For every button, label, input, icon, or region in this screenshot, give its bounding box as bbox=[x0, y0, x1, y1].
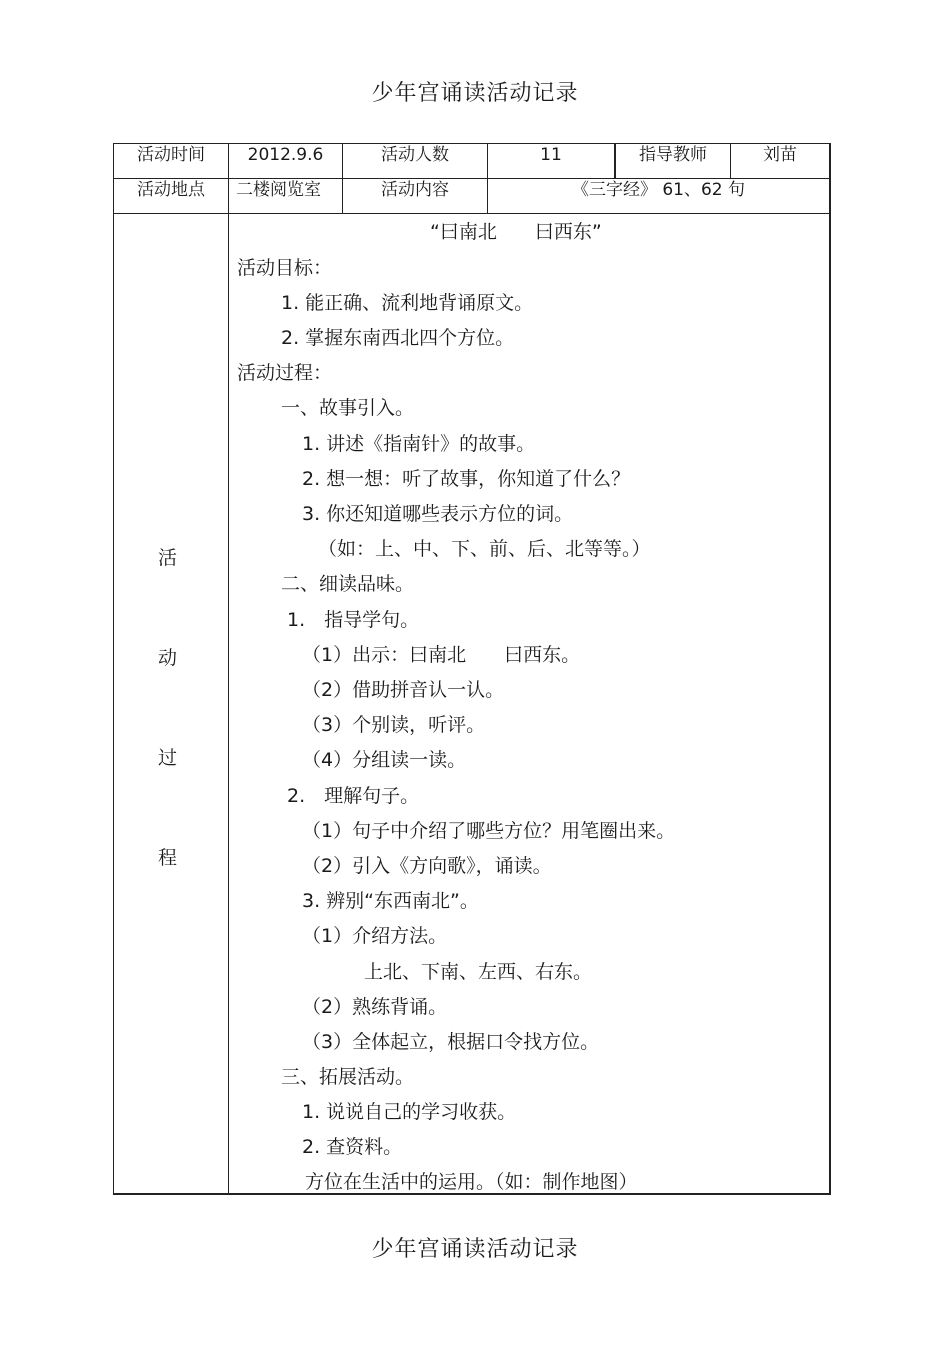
place-label: 活动地点 bbox=[137, 180, 205, 200]
section-heading: 活动过程： bbox=[237, 362, 333, 384]
teacher-label: 指导教师 bbox=[639, 145, 707, 165]
page-title: 少年宫诵读活动记录 bbox=[371, 81, 579, 106]
text-line: （3）全体起立，根据口令找方位。 bbox=[302, 1031, 600, 1053]
text-line: 二、细读品味。 bbox=[281, 573, 415, 595]
text-line: （1）介绍方法。 bbox=[302, 925, 448, 947]
text-line: 1. 能正确、流利地背诵原文。 bbox=[281, 292, 534, 314]
time-value: 2012.9.6 bbox=[247, 145, 324, 165]
text-line: 1. 指导学句。 bbox=[287, 609, 420, 631]
text-line: 方位在生活中的运用。（如：制作地图） bbox=[305, 1171, 638, 1193]
side-label-char: 过 bbox=[158, 747, 178, 769]
side-label-char: 程 bbox=[158, 847, 178, 869]
text-line: 2. 理解句子。 bbox=[287, 785, 420, 807]
text-line: 3. 辨别“东西南北”。 bbox=[302, 890, 479, 912]
text-line: 上北、下南、左西、右东。 bbox=[364, 961, 593, 983]
text-line: 3. 你还知道哪些表示方位的词。 bbox=[302, 503, 574, 525]
text-line: （1）句子中介绍了哪些方位？用笔圈出来。 bbox=[302, 820, 676, 842]
place-value: 二楼阅览室 bbox=[236, 180, 321, 200]
text-line: 一、故事引入。 bbox=[281, 397, 415, 419]
content-value: 《三字经》 61、62 句 bbox=[571, 180, 746, 200]
count-value: 11 bbox=[540, 145, 562, 165]
text-line: （4）分组读一读。 bbox=[302, 749, 467, 771]
text-line: 2. 查资料。 bbox=[302, 1136, 403, 1158]
text-line: （1）出示：曰南北 曰西东。 bbox=[302, 644, 581, 666]
count-label: 活动人数 bbox=[381, 145, 449, 165]
section-heading: 活动目标： bbox=[237, 257, 333, 279]
content-label: 活动内容 bbox=[381, 180, 449, 200]
process-heading: “曰南北 曰西东” bbox=[430, 221, 602, 243]
text-line: （3）个别读，听评。 bbox=[302, 714, 486, 736]
time-label: 活动时间 bbox=[137, 145, 205, 165]
side-label-char: 动 bbox=[158, 647, 178, 669]
text-line: （2）熟练背诵。 bbox=[302, 996, 448, 1018]
side-label-char: 活 bbox=[158, 547, 178, 569]
text-line: （2）引入《方向歌》，诵读。 bbox=[302, 855, 552, 877]
text-line: 三、拓展活动。 bbox=[281, 1066, 415, 1088]
text-line: 2. 想一想：听了故事，你知道了什么？ bbox=[302, 468, 631, 490]
text-line: 2. 掌握东南西北四个方位。 bbox=[281, 327, 515, 349]
text-line: （2）借助拼音认一认。 bbox=[302, 679, 505, 701]
text-line: 1. 讲述《指南针》的故事。 bbox=[302, 433, 536, 455]
text-line: 1. 说说自己的学习收获。 bbox=[302, 1101, 517, 1123]
teacher-value: 刘苗 bbox=[763, 145, 797, 165]
text-line: （如：上、中、下、前、后、北等等。） bbox=[318, 538, 651, 560]
footer-title: 少年宫诵读活动记录 bbox=[371, 1237, 579, 1262]
